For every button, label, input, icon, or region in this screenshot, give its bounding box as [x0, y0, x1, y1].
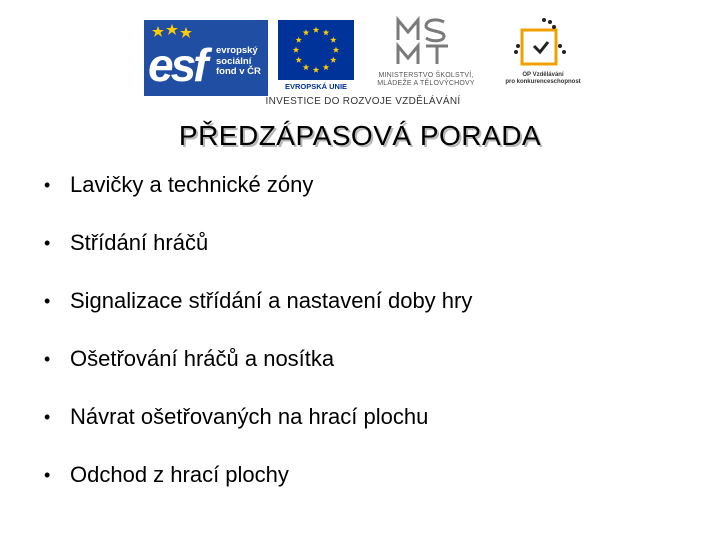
bullet-item [44, 400, 704, 458]
logo-band [138, 14, 588, 110]
eu-logo [278, 20, 354, 96]
op-caption: OP Vzdělávání pro konkurenceschopnost [505, 72, 581, 85]
eu-star-icon [303, 64, 309, 70]
bullet-item [44, 284, 704, 342]
eu-star-icon [293, 47, 299, 53]
bullet-text: Odchod z hrací plochy [70, 462, 289, 487]
msmt-caption: MINISTERSTVO ŠKOLSTVÍ, MLÁDEŽE A TĚLOVÝCHOVY [377, 72, 475, 87]
bullet-text: Lavičky a technické zóny [70, 172, 314, 197]
eu-star-icon [303, 29, 309, 35]
bullet-dot-icon: • [44, 233, 51, 253]
eu-star-icon [295, 57, 301, 63]
slide-title: PŘEDZÁPASOVÁ PORADA [178, 120, 542, 151]
bullet-item [44, 458, 704, 516]
eu-star-icon [323, 29, 329, 35]
tagline: INVESTICE DO ROZVOJE VZDĚLÁVÁNÍ [265, 96, 461, 107]
eu-star-icon [323, 64, 329, 70]
bullet-text: Střídání hráčů [70, 230, 209, 255]
bullet-dot-icon: • [44, 291, 51, 311]
bullet-dot-icon: • [44, 349, 51, 369]
eu-star-icon [313, 27, 319, 33]
bullet-list [44, 168, 704, 516]
eu-star-icon [333, 47, 339, 53]
eu-star-icon [330, 57, 336, 63]
eu-star-icon [313, 67, 319, 73]
bullet-item [44, 342, 704, 400]
eu-star-icon [330, 37, 336, 43]
msmt-mark-icon [392, 16, 452, 68]
eu-star-icon [295, 37, 301, 43]
bullet-dot-icon: • [44, 175, 51, 195]
op-logo [504, 16, 582, 96]
bullet-item [44, 168, 704, 226]
esf-text: evropský sociální fond v ČR [216, 45, 261, 77]
bullet-text: Návrat ošetřovaných na hrací plochu [70, 404, 429, 429]
bullet-dot-icon: • [44, 407, 51, 427]
eu-flag-icon [278, 20, 354, 80]
bullet-dot-icon: • [44, 465, 51, 485]
eu-caption: EVROPSKÁ UNIE [284, 82, 348, 91]
bullet-text: Signalizace střídání a nastavení doby hry [70, 288, 473, 313]
op-mark-icon [512, 16, 568, 72]
bullet-text: Ošetřování hráčů a nosítka [70, 346, 335, 371]
esf-letters: esf [148, 39, 206, 91]
bullet-item [44, 226, 704, 284]
msmt-logo [364, 16, 488, 96]
esf-logo [144, 20, 268, 96]
